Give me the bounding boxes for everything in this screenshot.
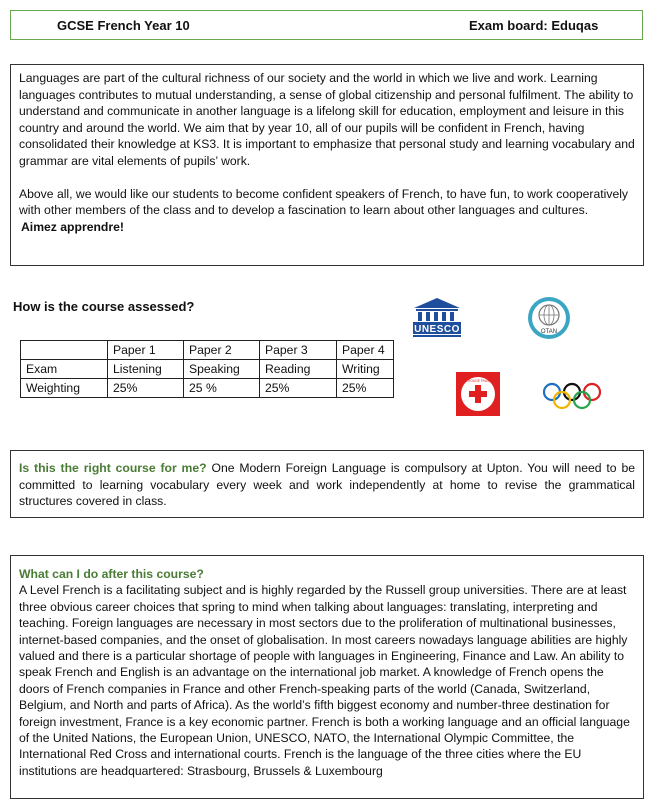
assessment-table	[20, 340, 394, 398]
croix-rouge-logo-text: CROIX-ROUGE FRANÇAISE	[457, 379, 499, 383]
table-cell: 25%	[108, 379, 184, 398]
otan-logo-text: OTAN	[540, 329, 558, 335]
assessment-title: How is the course assessed?	[13, 299, 195, 314]
table-cell: Paper 4	[337, 341, 394, 360]
otan-logo	[522, 296, 576, 342]
exam-board: Exam board: Eduqas	[469, 18, 599, 33]
croix-rouge-logo	[456, 372, 500, 416]
table-cell: Listening	[108, 360, 184, 379]
table-cell: Paper 3	[260, 341, 337, 360]
table-cell	[21, 341, 108, 360]
table-cell: Paper 2	[184, 341, 260, 360]
unesco-logo	[410, 296, 464, 338]
table-cell: Exam	[21, 360, 108, 379]
intro-box	[10, 64, 644, 266]
table-cell: 25%	[260, 379, 337, 398]
intro-paragraph-2: Above all, we would like our students to become confident speakers of French, to have fun, to work cooperatively with other members of the class and to develop a fascination to learn about other languages and cultures.	[19, 186, 629, 218]
table-cell: Writing	[337, 360, 394, 379]
after-course-box	[10, 555, 644, 799]
course-title: GCSE French Year 10	[57, 18, 190, 33]
table-cell: Weighting	[21, 379, 108, 398]
after-course-title: What can I do after this course?	[19, 567, 204, 581]
table-cell: 25%	[337, 379, 394, 398]
right-course-box	[10, 450, 644, 518]
after-course-text: A Level French is a facilitating subject and is highly regarded by the Russell group universities. There are at least three obvious career choices that spring to mind when talking about languages: translating, interpreting and teaching. Foreign languages are necessary in most sectors due to the proliferation of multinational businesses, internet-based companies, and the onset of globalisation. In most careers nowadays language abilities are highly valued and there is a particular shortage of people with languages in Engineering, Finance and Law. An ability to speak French and English is an advantage on the international job market. A knowledge of French opens the doors of French companies in France and other French-speaking parts of the world (Canada, Switzerland, Belgium, and North and parts of Africa). As the world’s fifth biggest economy and number-three destination for foreign investment, France is a key economic partner. French is both a working language and an official language of the United Nations, the European Union, UNESCO, NATO, the International Olympic Committee, the International Red Cross and international courts. French is the language of the three cities where the EU institutions are headquartered: Strasbourg, Brussels & Luxembourg	[19, 583, 630, 778]
header-box	[10, 10, 643, 40]
intro-paragraph-1: Languages are part of the cultural richness of our society and the world in which we live and work. Learning languages contributes to mutual understanding, a sense of global citizenship and personal fulfilment. The ability to understand and communicate in another language is a lifelong skill for education, employment and leisure in this country and around the world. We aim that by year 10, all of our pupils will be confident in French, having consolidated their knowledge at KS3. It is important to emphasize that personal study and learning vocabulary and grammar are vital elements of pupils’ work.	[19, 71, 635, 168]
table-cell: 25 %	[184, 379, 260, 398]
table-row	[21, 360, 394, 379]
table-cell: Speaking	[184, 360, 260, 379]
motto: Aimez apprendre!	[21, 219, 124, 234]
table-row	[21, 341, 394, 360]
table-cell: Reading	[260, 360, 337, 379]
table-cell: Paper 1	[108, 341, 184, 360]
olympic-rings-logo	[540, 380, 604, 412]
right-course-text: One Modern Foreign Language is compulsory at Upton. You will need to be committed to learning vocabulary every week and work independently at home to revise the grammatical structures covered in class.	[19, 461, 635, 509]
unesco-logo-text: UNESCO	[414, 324, 460, 335]
table-row	[21, 379, 394, 398]
right-course-question: Is this the right course for me?	[19, 461, 207, 475]
